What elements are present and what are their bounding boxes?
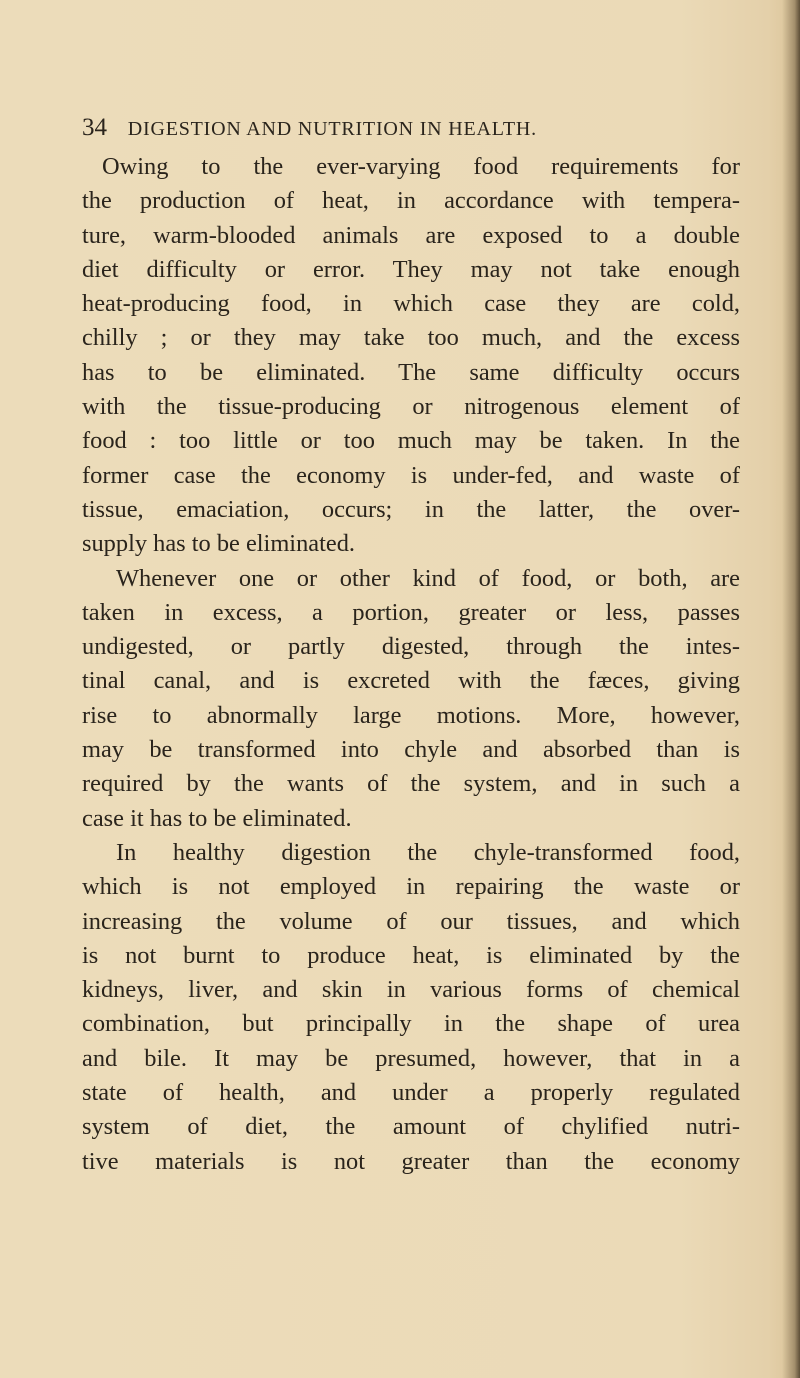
text-line: ture, warm-blooded animals are exposed to a double [82,221,740,249]
text-line: Owing to the ever-varying food requirements for [102,153,740,180]
text-line: chilly ; or they may take too much, and the excess [82,324,740,352]
running-header [82,114,742,142]
text-line: food : too little or too much may be taken. In the [82,427,740,455]
text-line: and bile. It may be presumed, however, that in a [82,1044,740,1072]
text-line: kidneys, liver, and skin in various forms of chemical [82,976,740,1004]
text-line: system of diet, the amount of chylified nutri- [82,1113,740,1141]
text-line: the production of heat, in accordance with tempera- [82,187,740,215]
body-text [82,150,740,1179]
page-edge-shadow [782,0,800,1378]
text-line: has to be eliminated. The same difficulty occurs [82,358,740,386]
text-line: undigested, or partly digested, through the intes- [82,633,740,661]
text-line: is not burnt to produce heat, is eliminated by the [82,941,740,969]
text-line: case it has to be eliminated. [82,804,352,832]
text-line: In healthy digestion the chyle-transformed food, [116,838,740,866]
text-line: combination, but principally in the shape of urea [82,1010,740,1038]
text-line: diet difficulty or error. They may not take enough [82,255,740,283]
text-line: supply has to be eliminated. [82,530,355,558]
text-line: which is not employed in repairing the waste or [82,873,740,901]
text-line: taken in excess, a portion, greater or less, passes [82,598,740,626]
text-line: tissue, emaciation, occurs; in the latter, the over- [82,495,740,523]
text-line: may be transformed into chyle and absorbed than is [82,736,740,764]
text-line: tive materials is not greater than the economy [82,1147,740,1175]
page-number: 34 [82,114,107,141]
text-line: rise to abnormally large motions. More, however, [82,701,740,729]
text-line: tinal canal, and is excreted with the fæces, giving [82,667,740,695]
text-line: with the tissue-producing or nitrogenous element of [82,393,740,421]
text-line: former case the economy is under-fed, and waste of [82,461,740,489]
text-line: heat-producing food, in which case they are cold, [82,290,740,318]
text-line: required by the wants of the system, and in such a [82,770,740,798]
running-title: DIGESTION AND NUTRITION IN HEALTH. [127,118,537,140]
text-line: increasing the volume of our tissues, and which [82,907,740,935]
text-line: state of health, and under a properly regulated [82,1079,740,1107]
text-line: Whenever one or other kind of food, or both, are [116,564,740,592]
